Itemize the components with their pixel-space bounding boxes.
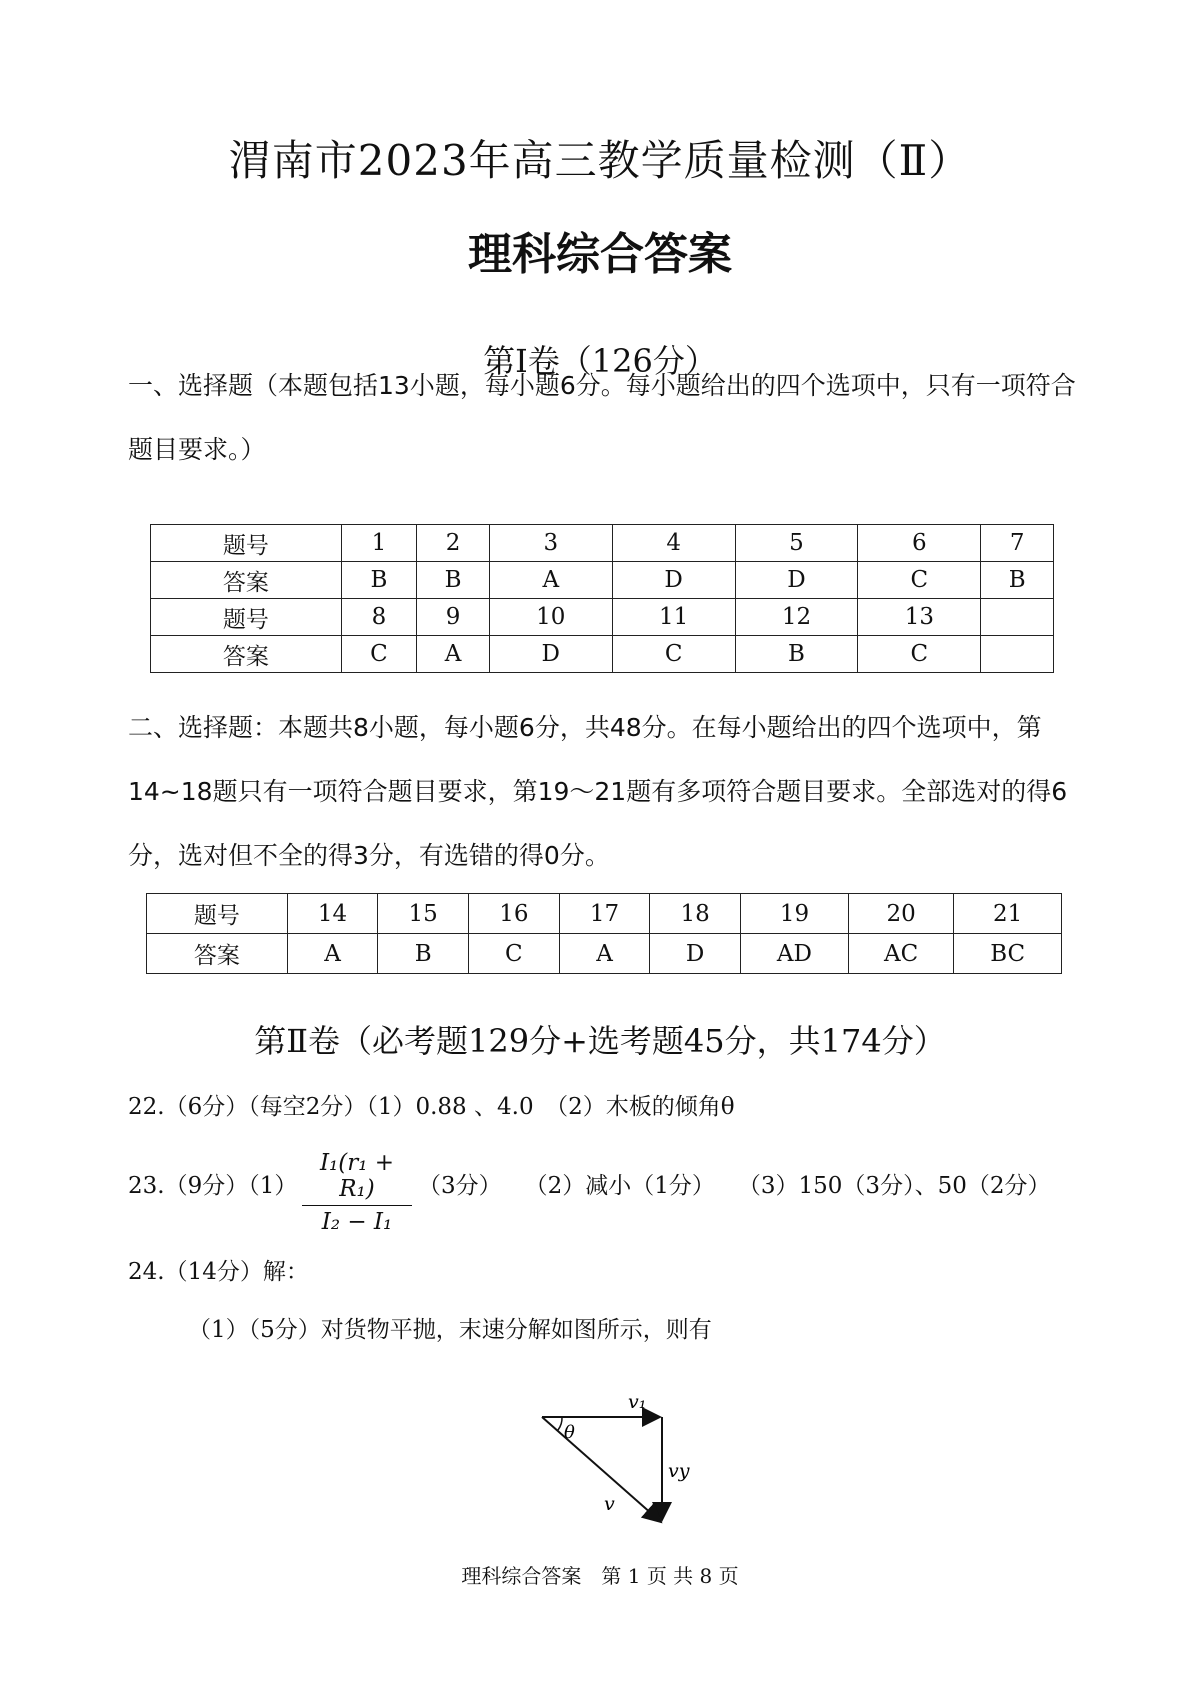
table-cell: 19: [740, 894, 848, 934]
part1-heading: 第Ⅰ卷（126分）: [483, 342, 717, 380]
section1-instructions: 一、选择题（本题包括13小题，每小题6分。每小题给出的四个选项中，只有一项符合题目要求。）: [128, 371, 1076, 464]
table-cell: 2: [417, 525, 490, 562]
v-label: v: [604, 1493, 615, 1515]
table-cell: C: [858, 562, 981, 599]
row-header-cell: 答案: [151, 562, 342, 599]
theta-label: θ: [564, 1422, 575, 1443]
table-cell: 12: [735, 599, 858, 636]
row-header-cell: 题号: [147, 894, 288, 934]
section2-instructions: 二、选择题：本题共8小题，每小题6分，共48分。在每小题给出的四个选项中，第14~18题只有一项符合题目要求，第19～21题有多项符合题目要求。全部选对的得6分，选对但不全的得3分，有选错的得0分。: [128, 713, 1068, 870]
table-cell: D: [650, 934, 741, 974]
table-row: [151, 525, 1054, 562]
page-subtitle: 理科综合答案: [468, 229, 732, 280]
table-cell: 17: [559, 894, 650, 934]
part2-heading: 第Ⅱ卷（必考题129分+选考题45分，共174分）: [254, 1022, 946, 1060]
q23-suffix: （3分） （2）减小（1分） （3）150（3分）、50（2分）: [418, 1173, 1051, 1199]
table-cell: 6: [858, 525, 981, 562]
fraction-denominator: I₂ − I₁: [321, 1209, 393, 1235]
table-cell: 14: [287, 894, 378, 934]
table-cell: C: [341, 636, 417, 673]
row-header-cell: 题号: [151, 525, 342, 562]
table-cell: A: [417, 636, 490, 673]
table-cell: 20: [848, 894, 953, 934]
theta-arc: [558, 1417, 562, 1430]
table-row: [147, 894, 1062, 934]
vy-label: vy: [668, 1460, 690, 1482]
table-cell: 3: [489, 525, 612, 562]
row-header-cell: 答案: [151, 636, 342, 673]
answer-table-1: [150, 524, 1054, 673]
table-cell: 21: [954, 894, 1062, 934]
table-cell: 8: [341, 599, 417, 636]
answer-table-2: [146, 893, 1062, 974]
table-cell: B: [735, 636, 858, 673]
fraction-numerator: I₁(r₁ + R₁): [302, 1150, 412, 1206]
q23-prefix: 23.（9分）（1）: [128, 1173, 298, 1199]
table-cell: 5: [735, 525, 858, 562]
q24-part1: （1）（5分）对货物平抛，末速分解如图所示，则有: [188, 1317, 712, 1343]
table-cell: AC: [848, 934, 953, 974]
table-row: [151, 599, 1054, 636]
row-header-cell: 答案: [147, 934, 288, 974]
table-cell: D: [489, 636, 612, 673]
table-cell: 18: [650, 894, 741, 934]
table-cell: AD: [740, 934, 848, 974]
table-cell: 7: [981, 525, 1054, 562]
table-cell: A: [489, 562, 612, 599]
table-cell: B: [981, 562, 1054, 599]
table-cell: A: [287, 934, 378, 974]
table-cell: B: [341, 562, 417, 599]
table-cell: C: [858, 636, 981, 673]
table-row: [151, 636, 1054, 673]
page-title: 渭南市2023年高三教学质量检测（Ⅱ）: [228, 136, 972, 185]
q24-heading: 24.（14分）解：: [128, 1259, 309, 1285]
table-row: [147, 934, 1062, 974]
table-cell: D: [735, 562, 858, 599]
q23-fraction: [302, 1150, 412, 1235]
table-cell: [981, 636, 1054, 673]
table-cell: 1: [341, 525, 417, 562]
table-cell: B: [378, 934, 469, 974]
table-cell: 15: [378, 894, 469, 934]
table-cell: B: [417, 562, 490, 599]
v-arrow: [542, 1417, 661, 1522]
page-footer: 理科综合答案 第 1 页 共 8 页: [461, 1564, 739, 1588]
table-cell: 16: [469, 894, 560, 934]
row-header-cell: 题号: [151, 599, 342, 636]
velocity-diagram: [520, 1370, 720, 1540]
q22-answer: 22.（6分）（每空2分）（1）0.88 、4.0 （2）木板的倾角θ: [128, 1094, 735, 1120]
table-cell: 9: [417, 599, 490, 636]
table-cell: BC: [954, 934, 1062, 974]
table-cell: 4: [612, 525, 735, 562]
table-cell: [981, 599, 1054, 636]
table-row: [151, 562, 1054, 599]
table-cell: D: [612, 562, 735, 599]
table-cell: 11: [612, 599, 735, 636]
v1-label: v₁: [628, 1391, 647, 1413]
table-cell: A: [559, 934, 650, 974]
table-cell: 10: [489, 599, 612, 636]
table-cell: C: [612, 636, 735, 673]
table-cell: 13: [858, 599, 981, 636]
table-cell: C: [469, 934, 560, 974]
